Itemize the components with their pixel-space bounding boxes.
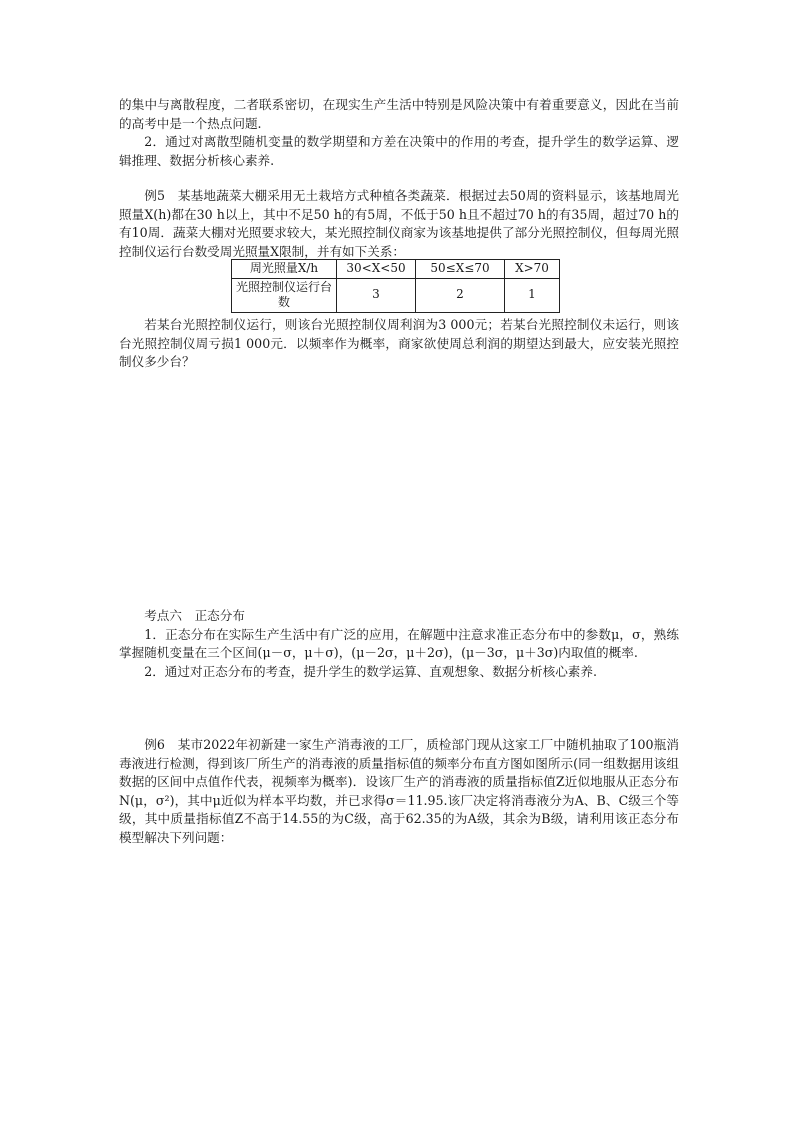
example-5-text: 某基地蔬菜大棚采用无土栽培方式种植各类蔬菜．根据过去50周的资料显示，该基地周光照量X(h)都在30 h以上，其中不足50 h的有5周，不低于50 h且不超过70 h的有35周，超过70 h的有10周．蔬菜大棚对光照要求较大，某光照控制仪商家为该基地提供了部分光照控制仪，但每周光照控制仪运行台数受周光照量X限制，并有如下关系： (119, 188, 679, 259)
table-header-cell: 30<X<50 (337, 260, 416, 279)
example-5 (119, 187, 679, 261)
table-header-cell: X>70 (505, 260, 560, 279)
section-6 (119, 607, 679, 681)
example-6-text: 某市2022年初新建一家生产消毒液的工厂，质检部门现从这家工厂中随机抽取了100瓶消毒液进行检测，得到该厂所生产的消毒液的质量指标值的频率分布直方图如图所示(同一组数据用该组数据的区间中点值作代表，视频率为概率)．设该厂生产的消毒液的质量指标值Z近似地服从正态分布N(μ，σ²)，其中μ近似为样本平均数，并已求得σ＝11.95.该厂决定将消毒液分为A、B、C级三个等级，其中质量指标值Z不高于14.55的为C级，高于62.35的为A级，其余为B级，请利用该正态分布模型解决下列问题： (119, 737, 680, 845)
intro-section (119, 96, 679, 170)
section-6-point-1: 1．正态分布在实际生产生活中有广泛的应用，在解题中注意求准正态分布中的参数μ，σ，熟练掌握随机变量在三个区间(μ－σ，μ＋σ)，(μ－2σ，μ＋2σ)，(μ－3σ，μ＋3σ)内取值的概率. (119, 626, 679, 661)
example-6-statement (119, 736, 679, 848)
light-control-table (231, 259, 560, 313)
intro-paragraph-1: 的集中与离散程度，二者联系密切，在现实生产生活中特别是风险决策中有着重要意义，因此在当前的高考中是一个热点问题. (119, 97, 679, 131)
example-5-statement (119, 187, 679, 261)
table-cell: 1 (505, 278, 560, 312)
example-5-question-block (119, 316, 679, 372)
example-6 (119, 736, 679, 848)
table-header-cell: 50≤X≤70 (416, 260, 505, 279)
section-6-title: 考点六 正态分布 (144, 608, 245, 623)
table-row (232, 278, 560, 312)
example-5-question: 若某台光照控制仪运行，则该台光照控制仪周利润为3 000元；若某台光照控制仪未运行，则该台光照控制仪周亏损1 000元．以频率作为概率，商家欲使周总利润的期望达到最大，应安装光照控制仪多少台？ (119, 317, 679, 370)
intro-paragraph-2: 2．通过对离散型随机变量的数学期望和方差在决策中的作用的考查，提升学生的数学运算、逻辑推理、数据分析核心素养. (119, 134, 679, 168)
table-cell: 2 (416, 278, 505, 312)
table-header-cell: 周光照量X/h (232, 260, 337, 279)
section-6-point-2: 2．通过对正态分布的考查，提升学生的数学运算、直观想象、数据分析核心素养. (144, 663, 597, 679)
example-6-label: 例6 (144, 737, 165, 752)
table-cell: 3 (337, 278, 416, 312)
table-header-row (232, 260, 560, 279)
table-row-label: 光照控制仪运行台数 (232, 278, 337, 312)
example-5-label: 例5 (144, 188, 165, 203)
